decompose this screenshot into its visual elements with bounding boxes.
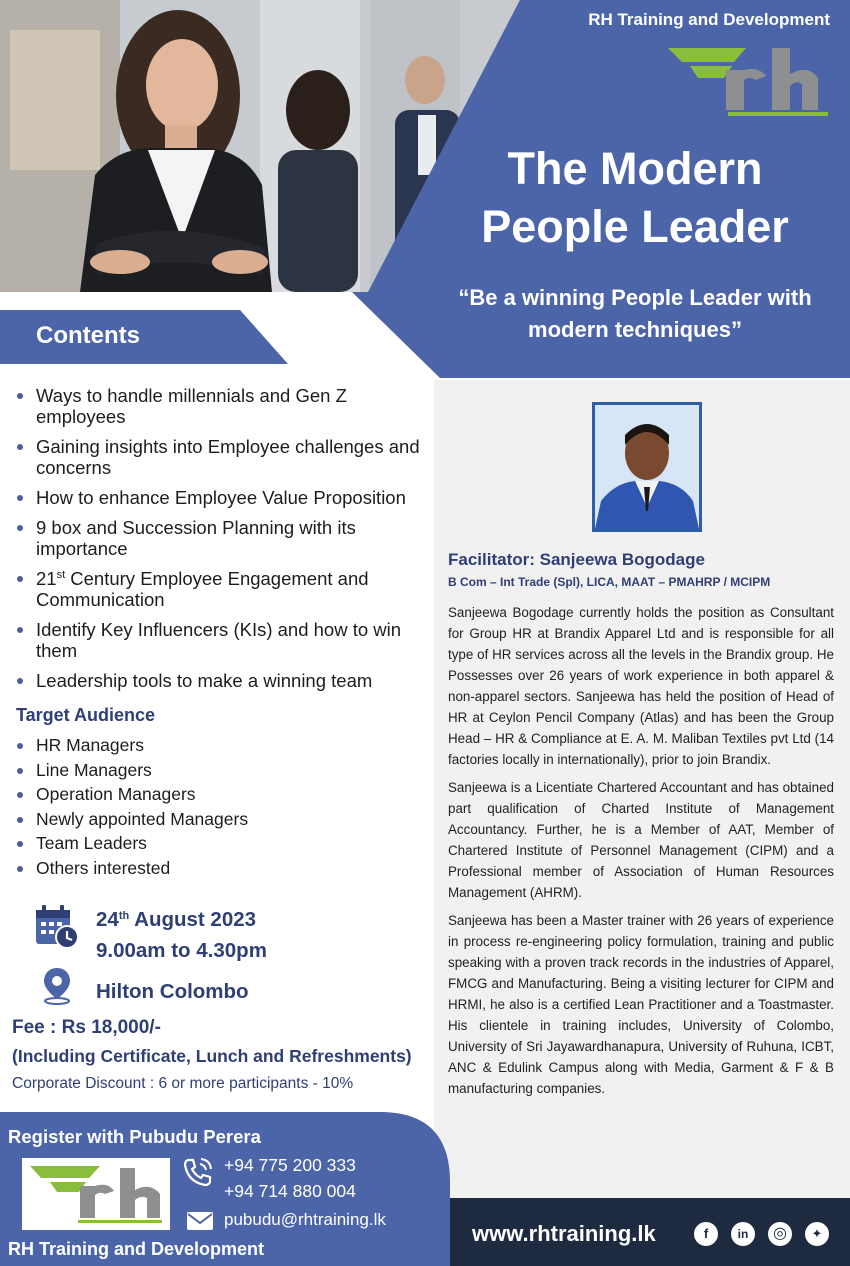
contents-list: [16, 385, 431, 691]
event-venue: Hilton Colombo: [96, 980, 249, 1003]
list-item: [16, 568, 431, 610]
fee-includes: (Including Certificate, Lunch and Refreshments): [12, 1046, 412, 1066]
audience-heading: Target Audience: [16, 705, 156, 725]
twitter-icon[interactable]: ✦: [805, 1222, 829, 1246]
date-month-year: August 2023: [129, 908, 257, 931]
rh-logo-top: [668, 48, 830, 118]
event-date: [96, 904, 256, 935]
facilitator-portrait: [595, 405, 699, 529]
phone-icon: [182, 1156, 214, 1188]
facilitator-name: Facilitator: Sanjeewa Bogodage: [448, 550, 705, 569]
list-item: 9 box and Succession Planning with its importance: [16, 517, 431, 559]
audience-list: [16, 733, 431, 880]
list-item: Team Leaders: [16, 831, 431, 856]
calendar-clock-icon: [34, 904, 80, 950]
phone-number-2[interactable]: +94 714 880 004: [224, 1181, 356, 1201]
website-link[interactable]: www.rhtraining.lk: [472, 1221, 656, 1246]
date-day: 24: [96, 908, 119, 931]
contents-heading: Contents: [36, 322, 140, 349]
list-item: Others interested: [16, 856, 431, 881]
list-item: Leadership tools to make a winning team: [16, 670, 431, 691]
map-pin-icon: [42, 967, 72, 1005]
list-item: HR Managers: [16, 733, 431, 758]
bio-paragraph: Sanjeewa is a Licentiate Chartered Accountant and has obtained part qualification of Charted Institute of Management Accountancy. Further, he is a Member of AAT, Member of Chartered Institute of Personnel Management (CIPM) and a Professional member of Association of Human Resources Management (AHRM).: [448, 780, 834, 900]
date-suffix: th: [118, 910, 130, 922]
corporate-discount: Corporate Discount : 6 or more participants - 10%: [12, 1075, 354, 1092]
instagram-icon[interactable]: ◎: [768, 1222, 792, 1246]
rh-logo-bottom-mark: [22, 1158, 170, 1230]
bio-paragraph: Sanjeewa has been a Master trainer with 26 years of experience in process re-engineering policy formulation, training and public speaking with a proven track records in the industries of Apparel, FMCG and Manufacturing. Being a visiting lecturer for CIPM and HRMI, he also is a certified Lean Practitioner and a Toastmaster. His clientele in training includes, University of Colombo, University of Sri Jayawardhanapura, University of Ruhuna, ICBT, ANC & Edulink Campus along with Media, Garment & F & B manufacturing companies.: [448, 913, 834, 1096]
brand-name-top: RH Training and Development: [588, 10, 830, 29]
brand-name-bottom: RH Training and Development: [8, 1239, 265, 1259]
list-item: Newly appointed Managers: [16, 807, 431, 832]
email-link[interactable]: pubudu@rhtraining.lk: [224, 1210, 386, 1229]
rh-logo-bottom: [22, 1158, 170, 1230]
list-item: Line Managers: [16, 758, 431, 783]
fee-amount: Fee : Rs 18,000/-: [12, 1017, 161, 1038]
list-item: Operation Managers: [16, 782, 431, 807]
phone-number-1[interactable]: +94 775 200 333: [224, 1155, 356, 1175]
tagline: “Be a winning People Leader with modern techniques”: [458, 285, 812, 342]
page-title: [430, 140, 840, 256]
bio-paragraph: Sanjeewa Bogodage currently holds the position as Consultant for Group HR at Brandix Apparel Ltd and is responsible for all type of HR services across all the levels in the Brandix group. He Possesses over 26 years of work experience in both apparel & non-apparel sectors. Sanjeewa has held the position of Head of HR at Ceylon Pencil Company (Atlas) and has been the Group Head – HR & Compliance at E. A. M. Maliban Textiles pvt Ltd (14 factories locally in internationally), prior to join Brandix.: [448, 605, 834, 767]
facilitator-bio: [448, 602, 834, 1106]
event-time: 9.00am to 4.30pm: [96, 939, 267, 962]
mail-icon: [186, 1211, 214, 1231]
linkedin-icon[interactable]: in: [731, 1222, 755, 1246]
facilitator-photo: [592, 402, 702, 532]
facebook-icon[interactable]: f: [694, 1222, 718, 1246]
title-line-1: The Modern: [507, 143, 763, 194]
ordinal-suffix: st: [56, 569, 66, 581]
list-item: Gaining insights into Employee challenges and concerns: [16, 436, 431, 478]
ordinal-number: 21: [36, 568, 57, 589]
list-item: Ways to handle millennials and Gen Z employees: [16, 385, 431, 427]
register-heading: Register with Pubudu Perera: [8, 1126, 261, 1147]
list-item-text: Century Employee Engagement and Communication: [36, 568, 369, 610]
list-item: How to enhance Employee Value Proposition: [16, 487, 431, 508]
title-line-2: People Leader: [481, 201, 789, 252]
contents-column: [16, 385, 431, 880]
facilitator-qualifications: B Com – Int Trade (Spl), LICA, MAAT – PMAHRP / MCIPM: [448, 575, 771, 589]
list-item: Identify Key Influencers (KIs) and how to win them: [16, 619, 431, 661]
